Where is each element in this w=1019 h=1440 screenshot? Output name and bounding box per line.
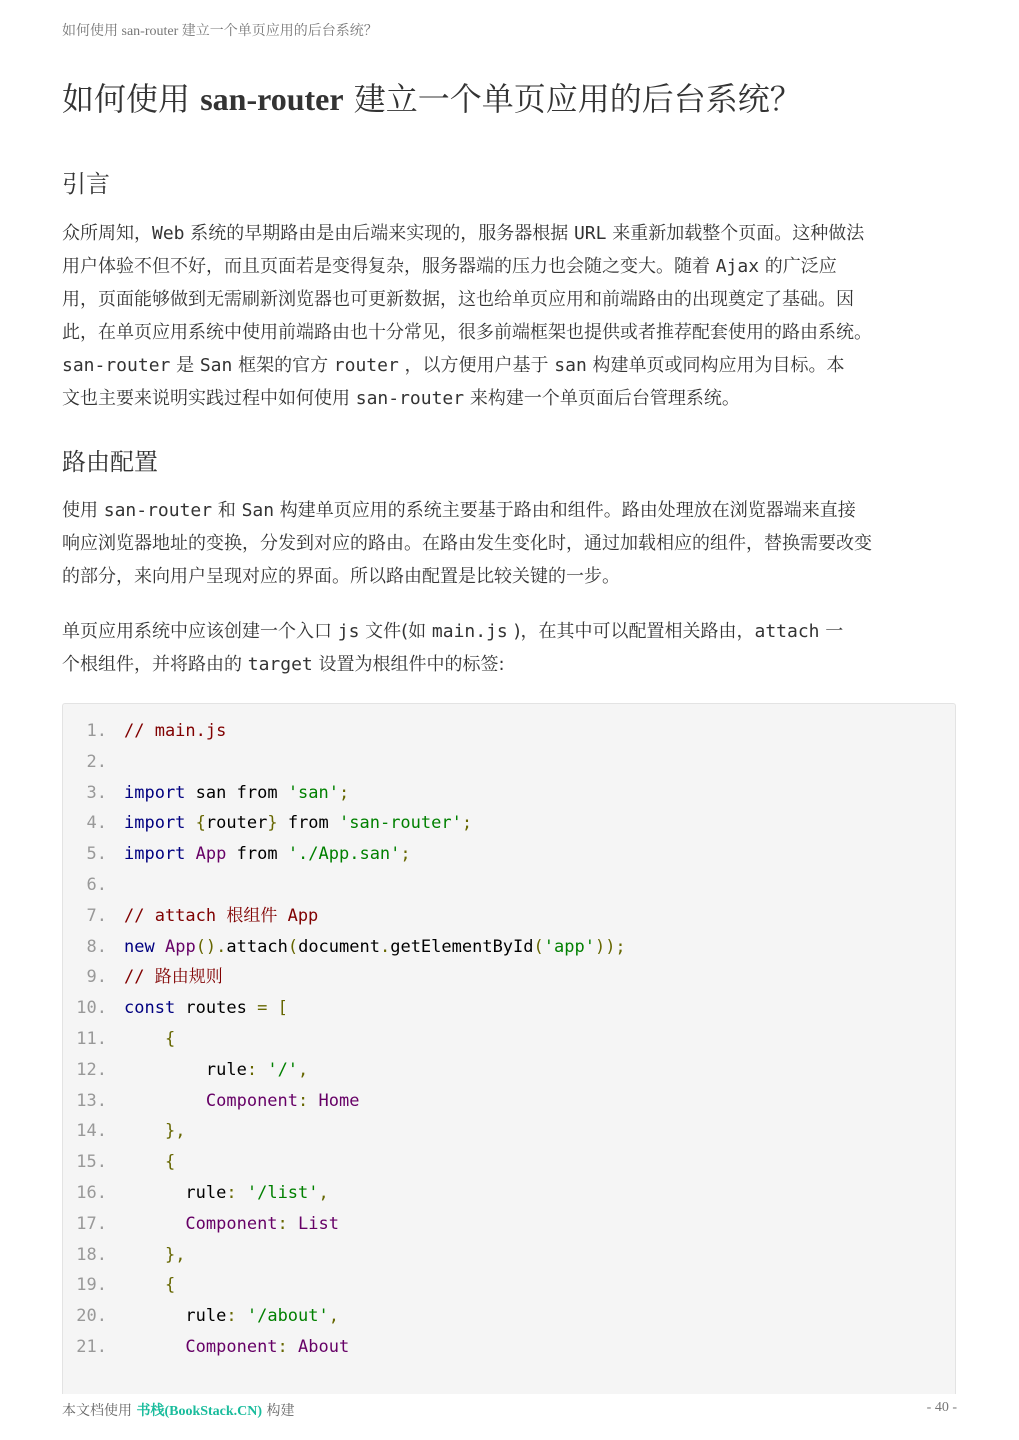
code-content — [124, 1086, 359, 1117]
code-token: getElementById — [390, 936, 534, 957]
paragraph-line — [62, 560, 962, 593]
code-token: './App.san' — [287, 844, 401, 865]
code-token: Component — [185, 1213, 278, 1234]
code-content — [124, 808, 472, 839]
line-number: 16. — [76, 1183, 107, 1203]
running-header: 如何使用 san-router 建立一个单页应用的后台系统？ — [62, 24, 378, 39]
code-content — [124, 962, 223, 993]
text-span: 一 — [819, 621, 844, 642]
code-token: document — [298, 936, 380, 957]
text-span: 的部分，来向用户呈现对应的界面。所以路由配置是比较关键的一步。 — [62, 566, 620, 587]
code-token — [237, 1183, 247, 1203]
code-token — [185, 844, 195, 864]
inline-code: Ajax — [715, 256, 760, 277]
code-token: ( — [287, 936, 299, 957]
code-token: rule — [124, 1059, 247, 1080]
line-number: 11. — [76, 1029, 107, 1049]
text-span: 使用 — [62, 500, 104, 521]
code-token: from — [236, 782, 278, 803]
inline-code: san-router — [62, 355, 171, 376]
code-token: , — [298, 1059, 309, 1080]
line-number: 10. — [76, 998, 107, 1019]
intro-paragraph — [62, 217, 962, 415]
line-number: 6. — [86, 875, 107, 895]
footer-suffix: 构建 — [262, 1403, 295, 1419]
code-content — [124, 1332, 349, 1363]
code-token — [155, 937, 165, 957]
code-content — [124, 1055, 308, 1086]
code-content — [124, 1209, 339, 1240]
paragraph-line — [62, 283, 962, 316]
inline-code: Web — [152, 223, 185, 244]
line-number: 20. — [76, 1306, 107, 1327]
text-span: 文也主要来说明实践过程中如何使用 — [62, 388, 356, 409]
text-span: )，在其中可以配置相关路由， — [507, 621, 755, 642]
code-token — [267, 998, 277, 1018]
paragraph-line — [62, 250, 962, 283]
text-span: 是 — [170, 355, 200, 376]
code-token: from — [277, 813, 340, 834]
code-token — [185, 813, 195, 833]
code-block — [62, 703, 956, 1394]
code-token: . — [379, 936, 391, 957]
code-token: // main.js — [124, 721, 227, 741]
code-token: 'san' — [287, 782, 339, 803]
code-token: (). — [195, 936, 227, 957]
page-number: - 40 - — [926, 1400, 957, 1415]
text-span: 单页应用系统中应该创建一个入口 — [62, 621, 338, 642]
inline-code: San — [199, 355, 233, 376]
code-token: rule — [124, 1306, 227, 1327]
section-heading-routing: 路由配置 — [62, 448, 158, 476]
inline-code: target — [247, 654, 313, 675]
code-token: Component — [185, 1337, 278, 1357]
code-token: : — [277, 1337, 288, 1357]
inline-code: attach — [754, 621, 820, 642]
code-token: : — [246, 1059, 258, 1080]
code-token: : — [277, 1213, 288, 1234]
text-span: 系统的早期路由是由后端来实现的，服务器根据 — [184, 223, 574, 244]
inline-code: san-router — [355, 388, 465, 409]
code-content — [124, 1301, 339, 1332]
code-token: { — [164, 1029, 176, 1049]
inline-code: San — [241, 500, 275, 521]
line-number: 1. — [86, 721, 107, 741]
text-span: 众所周知， — [62, 223, 152, 244]
code-token: const — [124, 998, 176, 1019]
inline-code: js — [337, 621, 360, 642]
code-token — [308, 1091, 318, 1111]
code-token: san — [185, 782, 237, 803]
code-content — [124, 1240, 185, 1271]
code-token: 'san-router' — [339, 813, 462, 834]
text-span: 文件(如 — [359, 621, 432, 642]
inline-code: san — [554, 355, 587, 376]
code-token: '/list' — [246, 1183, 319, 1203]
code-token: : — [226, 1306, 237, 1327]
line-number: 14. — [76, 1121, 107, 1142]
line-number: 4. — [86, 813, 107, 834]
code-token: rule — [124, 1183, 227, 1203]
code-content — [124, 1024, 175, 1055]
line-number: 8. — [86, 936, 107, 957]
code-token — [237, 1306, 247, 1326]
title-code: san-router — [200, 81, 344, 117]
code-token: routes — [175, 998, 258, 1019]
code-token — [124, 1214, 185, 1234]
code-token — [124, 1029, 165, 1049]
inline-code: URL — [573, 223, 607, 244]
paragraph-line — [62, 316, 962, 349]
line-number: 7. — [86, 905, 107, 926]
code-token: // attach 根组件 App — [124, 905, 319, 926]
line-number: 9. — [86, 967, 107, 988]
line-number: 17. — [76, 1213, 107, 1234]
paragraph-line — [62, 349, 962, 382]
code-token: : — [226, 1183, 237, 1203]
code-token: ( — [533, 936, 544, 957]
code-token: : — [298, 1090, 309, 1111]
code-token: from — [226, 844, 288, 865]
code-token: ; — [461, 813, 473, 834]
text-span: 此，在单页应用系统中使用前端路由也十分常见，很多前端框架也提供或者推荐配套使用的路由系统。 — [62, 322, 872, 343]
code-token: Component — [205, 1090, 299, 1111]
code-token: attach — [226, 936, 288, 957]
code-token: 'app' — [543, 936, 595, 957]
code-token: import — [124, 844, 186, 865]
code-token — [124, 1121, 165, 1141]
code-content — [124, 778, 349, 809]
code-token: } — [267, 813, 278, 834]
line-number: 2. — [86, 751, 107, 772]
code-token: App — [164, 936, 196, 957]
inline-code: san-router — [103, 500, 213, 521]
code-token: About — [298, 1337, 350, 1357]
code-token: import — [124, 782, 186, 803]
text-span: 用，页面能够做到无需刷新浏览器也可更新数据，这也给单页应用和前端路由的出现奠定了基础。因 — [62, 289, 854, 310]
line-number: 5. — [86, 844, 107, 865]
page-title — [62, 74, 802, 120]
code-token: router — [205, 813, 268, 834]
code-token: ; — [400, 844, 411, 865]
code-token: Home — [318, 1090, 360, 1111]
footer-brand-link[interactable]: 书栈(BookStack.CN) — [136, 1404, 263, 1419]
code-token — [124, 1091, 206, 1111]
text-span: 来构建一个单页面后台管理系统。 — [464, 388, 740, 409]
code-content — [124, 993, 288, 1024]
line-number: 3. — [86, 782, 107, 803]
code-token: App — [195, 844, 227, 865]
title-text-before: 如何使用 — [62, 80, 201, 118]
code-content — [124, 1116, 185, 1147]
code-token — [124, 1337, 185, 1357]
code-content — [124, 1147, 175, 1178]
code-token: List — [298, 1213, 339, 1234]
code-content — [124, 716, 226, 747]
code-token — [124, 1275, 165, 1295]
code-token: { — [164, 1152, 176, 1173]
code-content — [124, 932, 626, 963]
text-span: 用户体验不但不好，而且页面若是变得复杂，服务器端的压力也会随之变大。随着 — [62, 256, 716, 277]
code-token — [124, 1152, 165, 1172]
paragraph-line — [62, 648, 962, 681]
line-number: 19. — [76, 1275, 107, 1296]
code-token: , — [328, 1306, 339, 1327]
routing-paragraph — [62, 494, 962, 593]
text-span: 的广泛应 — [759, 256, 837, 277]
code-content — [124, 1178, 329, 1209]
code-token: [ — [277, 998, 288, 1019]
line-number: 13. — [76, 1090, 107, 1111]
text-span: 构建单页或同构应用为目标。本 — [586, 355, 845, 376]
code-token: new — [124, 936, 155, 957]
code-token — [278, 783, 288, 803]
code-token — [124, 1245, 165, 1265]
paragraph-line — [62, 382, 962, 415]
entry-file-paragraph — [62, 615, 962, 681]
paragraph-line — [62, 494, 962, 527]
text-span: 构建单页应用的系统主要基于路由和组件。路由处理放在浏览器端来直接 — [274, 500, 856, 521]
code-token: '/about' — [246, 1306, 329, 1327]
code-content — [124, 1270, 175, 1301]
inline-code: router — [333, 355, 399, 376]
code-token: // 路由规则 — [124, 967, 223, 988]
title-text-after: 建立一个单页应用的后台系统？ — [343, 80, 802, 118]
text-span: 来重新加载整个页面。这种做法 — [606, 223, 865, 244]
code-token — [288, 1214, 298, 1234]
line-number: 18. — [76, 1244, 107, 1265]
text-span: 框架的官方 — [232, 355, 334, 376]
code-token — [257, 1060, 267, 1080]
code-token: )); — [594, 936, 626, 957]
code-token: ; — [339, 782, 350, 803]
inline-code: main.js — [431, 621, 508, 642]
code-content — [124, 839, 411, 870]
text-span: 响应浏览器地址的变换，分发到对应的路由。在路由发生变化时，通过加载相应的组件，替换需要改变 — [62, 533, 872, 554]
code-content — [124, 901, 318, 932]
code-token: import — [124, 813, 186, 834]
code-token: }, — [164, 1244, 186, 1265]
text-span: ，以方便用户基于 — [398, 355, 555, 376]
paragraph-line — [62, 527, 962, 560]
paragraph-line — [62, 217, 962, 250]
code-token: }, — [164, 1121, 186, 1142]
paragraph-line — [62, 615, 962, 648]
code-token: = — [257, 998, 268, 1019]
line-number: 15. — [76, 1152, 107, 1173]
code-token: { — [164, 1275, 176, 1296]
text-span: 个根组件，并将路由的 — [62, 654, 248, 675]
text-span: 设置为根组件中的标签: — [312, 654, 505, 675]
footer — [62, 1400, 295, 1420]
section-heading-intro: 引言 — [62, 170, 110, 198]
code-token: , — [318, 1183, 329, 1203]
line-number: 21. — [76, 1337, 107, 1357]
code-token: { — [195, 813, 206, 834]
code-token — [288, 1337, 298, 1357]
text-span: 和 — [212, 500, 242, 521]
footer-prefix: 本文档使用 — [62, 1403, 137, 1419]
code-token: '/' — [267, 1059, 299, 1080]
line-number: 12. — [76, 1059, 107, 1080]
